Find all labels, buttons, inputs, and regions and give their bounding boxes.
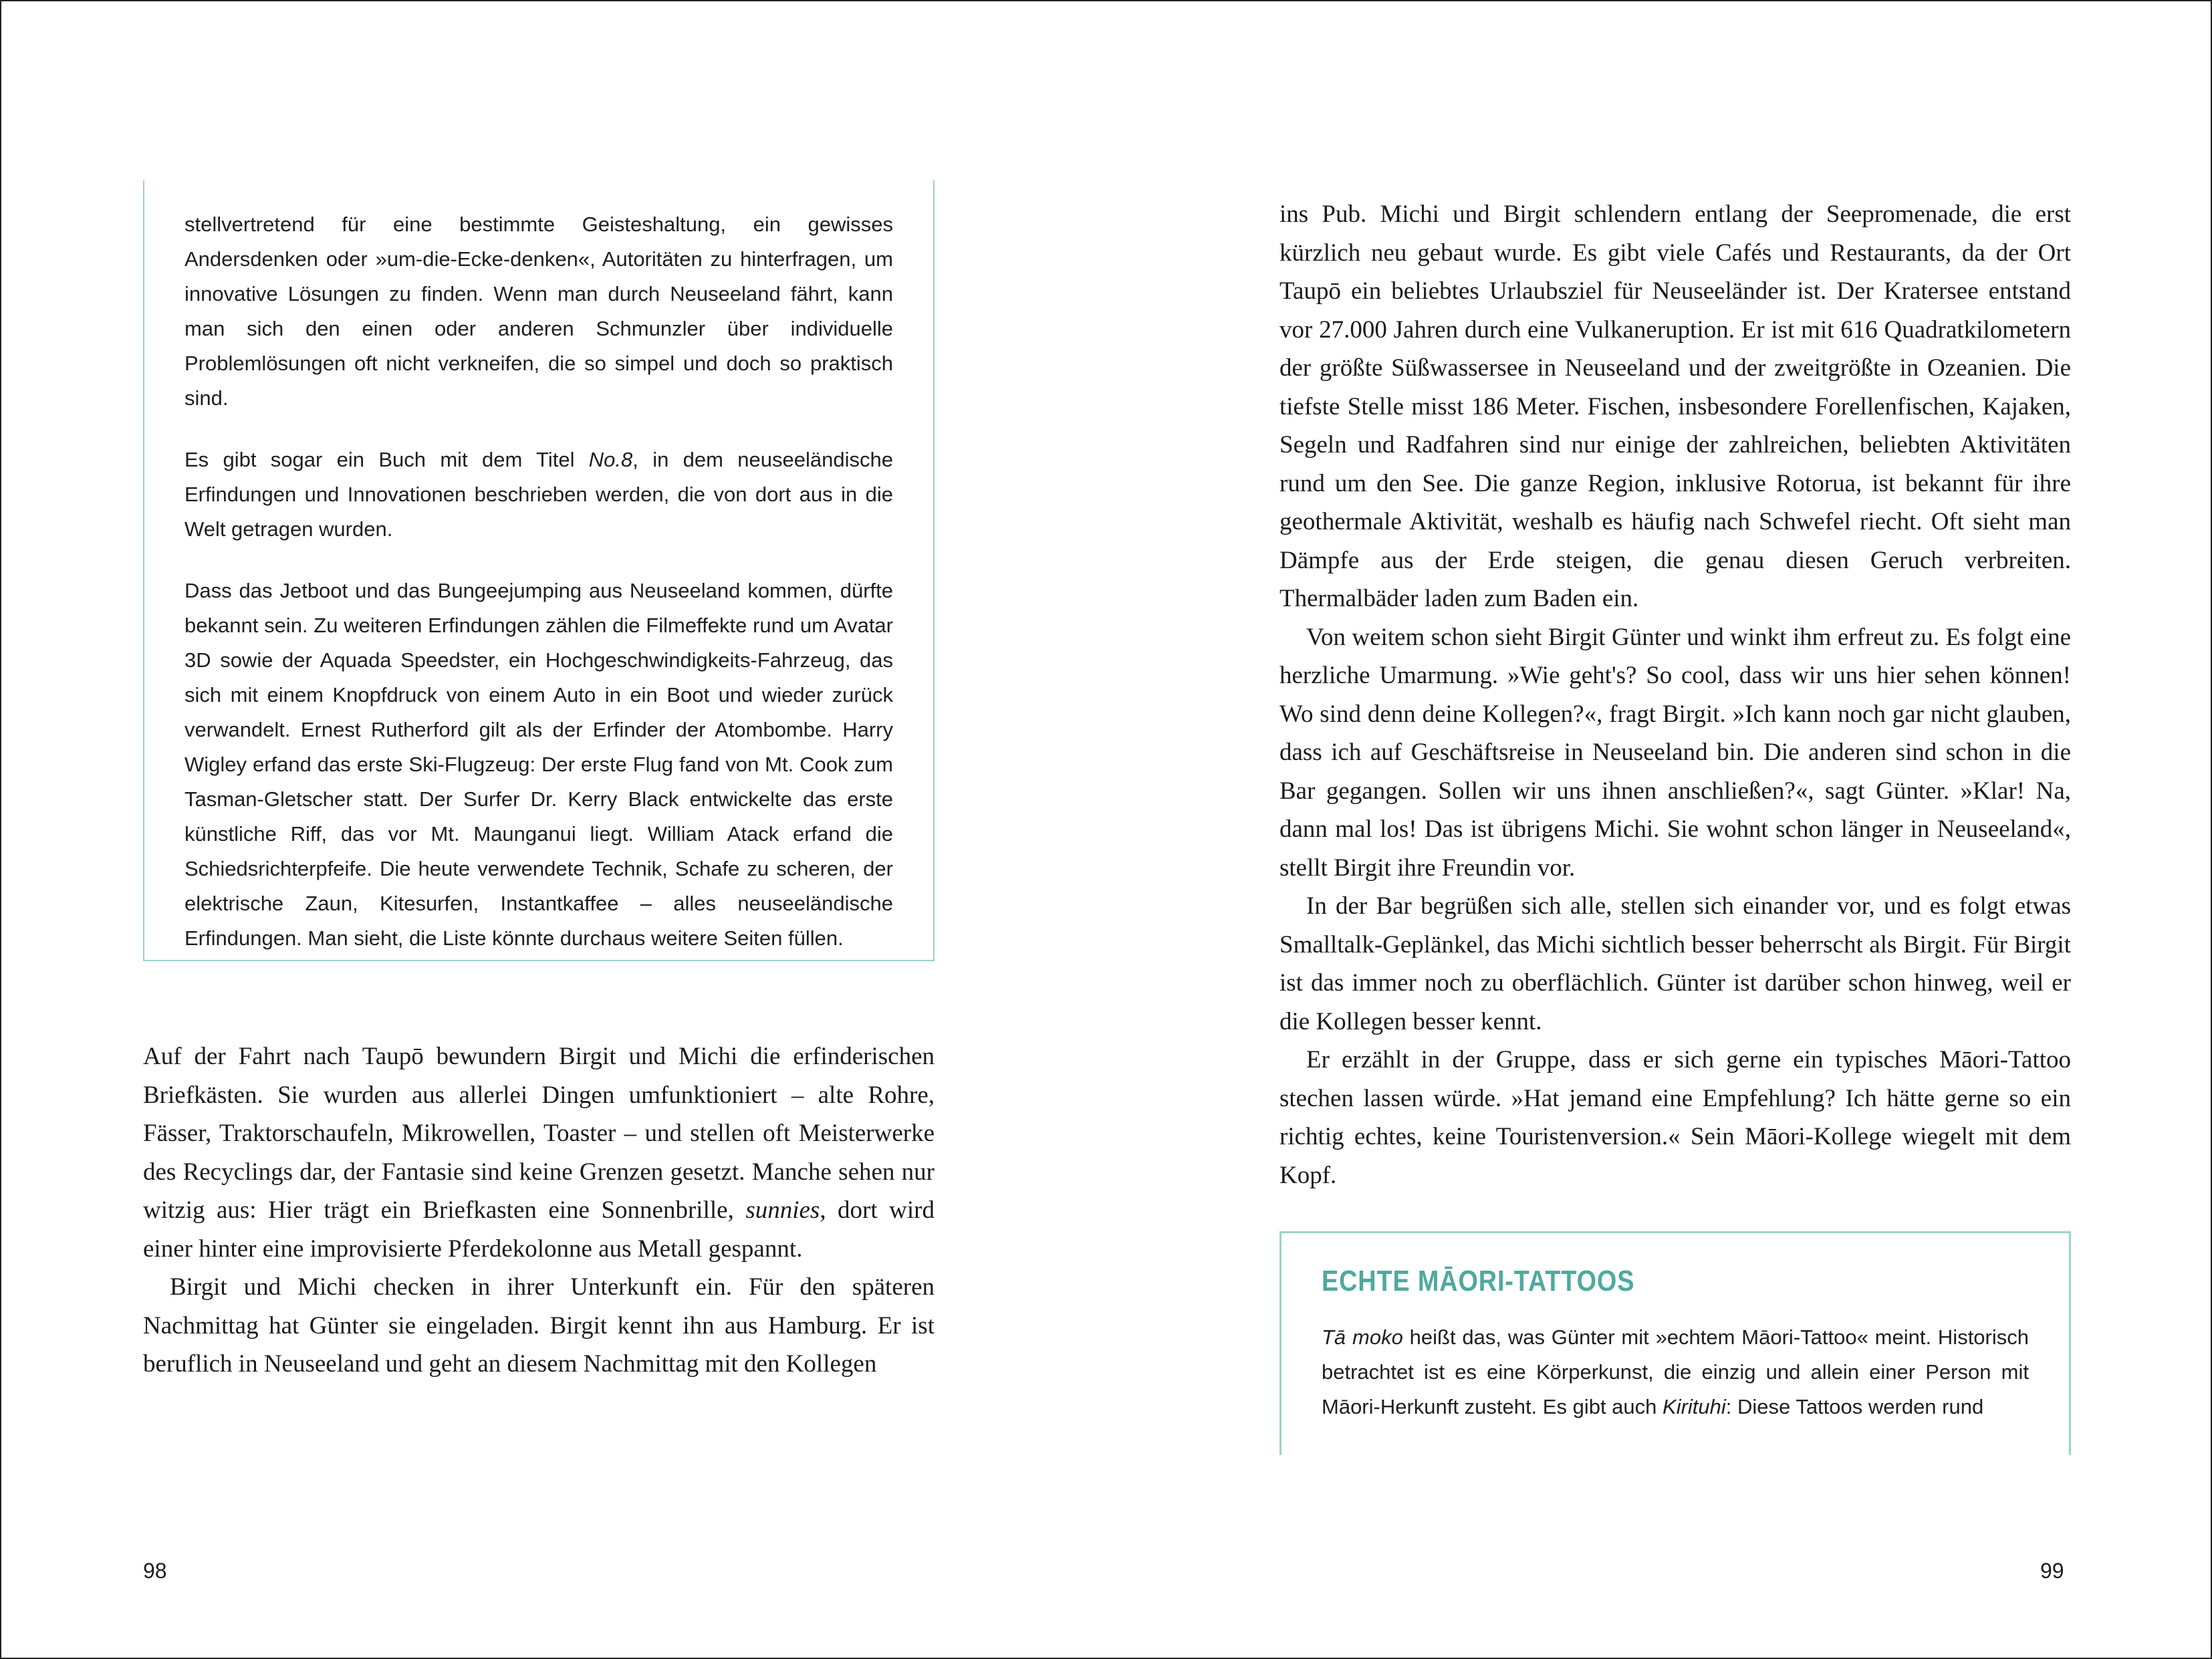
body-paragraph — [143, 1037, 935, 1268]
body-paragraph: Er erzählt in der Gruppe, dass er sich gerne ein typisches Māori-Tattoo stechen lassen würde. »Hat jemand eine Empfehlung? Ich hätte gerne so ein richtig echtes, keine Touristenversion.« Sein Māori-Kollege wiegelt mit dem Kopf. — [1279, 1046, 2071, 1189]
body-paragraph: Birgit und Michi checken in ihrer Unterkunft ein. Für den späteren Nachmittag hat Günter sie eingeladen. Birgit kennt ihn aus Hamburg. Er ist beruflich in Neuseeland und geht an diesem Nachmittag mit den Kollegen — [143, 1273, 935, 1378]
body-paragraph: In der Bar begrüßen sich alle, stellen sich einander vor, und es folgt etwas Smalltalk-Geplänkel, das Michi sichtlich besser beherrscht als Birgit. Für Birgit ist das immer noch zu oberflächlich. Günter ist darüber schon hinweg, weil er die Kollegen besser kennt. — [1279, 892, 2071, 1035]
box-title: ECHTE MĀORI-TATTOOS — [1322, 1265, 1635, 1297]
body-text-left — [143, 1037, 935, 1384]
body-text-right — [1279, 195, 2071, 1194]
body-paragraph: ins Pub. Michi und Birgit schlendern entlang der Seepromenade, die erst kürzlich neu gebaut wurde. Es gibt viele Cafés und Restaurants, da der Ort Taupō ein beliebtes Urlaubsziel für Neuseeländer ist. Der Kratersee entstand vor 27.000 Jahren durch eine Vulkaneruption. Er ist mit 616 Quadratkilometern der größte Süßwassersee in Neuseeland und der zweitgrößte in Ozeanien. Die tiefste Stelle misst 186 Meter. Fischen, insbesondere Forellenfischen, Kajaken, Segeln und Radfahren sind nur einige der zahlreichen, beliebten Aktivitäten rund um den See. Die ganze Region, inklusive Rotorua, ist bekannt für ihre geothermale Aktivität, weshalb es häufig nach Schwefel riecht. Oft sieht man Dämpfe aus der Erde steigen, die genau diesen Geruch verbreiten. Thermalbäder laden zum Baden ein. — [1279, 201, 2071, 612]
box-italic-term: Kirituhi — [1663, 1395, 1726, 1418]
book-title: No.8 — [588, 448, 633, 471]
body-text-run: , dort wird einer hinter eine improvisierte Pferdekolonne aus Metall gespannt. — [143, 1196, 935, 1263]
box-paragraph — [1322, 1320, 2029, 1424]
box-paragraph-book — [185, 442, 893, 547]
page-number-right: 99 — [2040, 1559, 2064, 1583]
info-box-inventions — [143, 180, 935, 961]
box-paragraph: Dass das Jetboot und das Bungeejumping aus Neuseeland kommen, dürfte bekannt sein. Zu weiteren Erfindungen zählen die Filmeffekte rund um Avatar 3D sowie der Aquada Speedster, ein Hochgeschwindigkeits-Fahrzeug, das sich mit einem Knopfdruck von einem Auto in ein Boot und wieder zurück verwandelt. Ernest Rutherford gilt als der Erfinder der Atombombe. Harry Wigley erfand das erste Ski-Flugzeug: Der erste Flug fand von Mt. Cook zum Tasman-Gletscher statt. Der Surfer Dr. Kerry Black entwickelte das erste künstliche Riff, das vor Mt. Maunganui liegt. William Atack erfand die Schiedsrichterpfeife. Die heute verwendete Technik, Schafe zu scheren, der elektrische Zaun, Kitesurfen, Instantkaffee – alles neuseeländische Erfindungen. Man sieht, die Liste könnte durchaus weitere Seiten füllen. — [185, 579, 893, 950]
body-paragraph: Von weitem schon sieht Birgit Günter und winkt ihm erfreut zu. Es folgt eine herzliche Umarmung. »Wie geht's? So cool, dass wir uns hier sehen können! Wo sind denn deine Kollegen?«, fragt Birgit. »Ich kann noch gar nicht glauben, dass ich auf Geschäftsreise in Neuseeland bin. Die anderen sind schon in die Bar gegangen. Sollen wir uns ihnen anschließen?«, sagt Günter. »Klar! Na, dann mal los! Das ist übrigens Michi. Sie wohnt schon länger in Neuseeland«, stellt Birgit ihre Freundin vor. — [1279, 623, 2071, 882]
box-paragraph: stellvertretend für eine bestimmte Geisteshaltung, ein gewisses Andersdenken oder »um-die-Ecke-denken«, Autoritäten zu hinterfragen, um innovative Lösungen zu finden. Wenn man durch Neuseeland fährt, kann man sich den einen oder anderen Schmunzler über individuelle Problemlösungen oft nicht verkneifen, die so simpel und doch so praktisch sind. — [185, 213, 893, 410]
box-italic-term: Tā moko — [1322, 1325, 1403, 1349]
book-text-after: , in dem neuseeländische Erfindungen und Innovationen beschrieben werden, die von dort aus in die Welt getragen wurden. — [185, 448, 893, 541]
body-text-run: Auf der Fahrt nach Taupō bewundern Birgit und Michi die erfinderischen Briefkästen. Sie wurden aus allerlei Dingen umfunktioniert – alte Rohre, Fässer, Traktorschaufeln, Mikrowellen, Toaster – und stellen oft Meisterwerke des Recyclings dar, der Fantasie sind keine Grenzen gesetzt. Manche sehen nur witzig aus: Hier trägt ein Briefkasten eine Sonnenbrille, — [143, 1043, 935, 1224]
info-box-maori-tattoos — [1279, 1231, 2071, 1455]
box-text-run: heißt das, was Günter mit »echtem Māori-Tattoo« meint. Historisch betrachtet ist es eine Körperkunst, die einzig und allein einer Person mit Māori-Herkunft zusteht. Es gibt auch — [1322, 1325, 2029, 1418]
book-text-before: Es gibt sogar ein Buch mit dem Titel — [185, 448, 589, 471]
page-number-left: 98 — [143, 1559, 167, 1583]
body-italic-term: sunnies — [745, 1196, 820, 1224]
box-text-run: : Diese Tattoos werden rund — [1725, 1395, 1984, 1418]
